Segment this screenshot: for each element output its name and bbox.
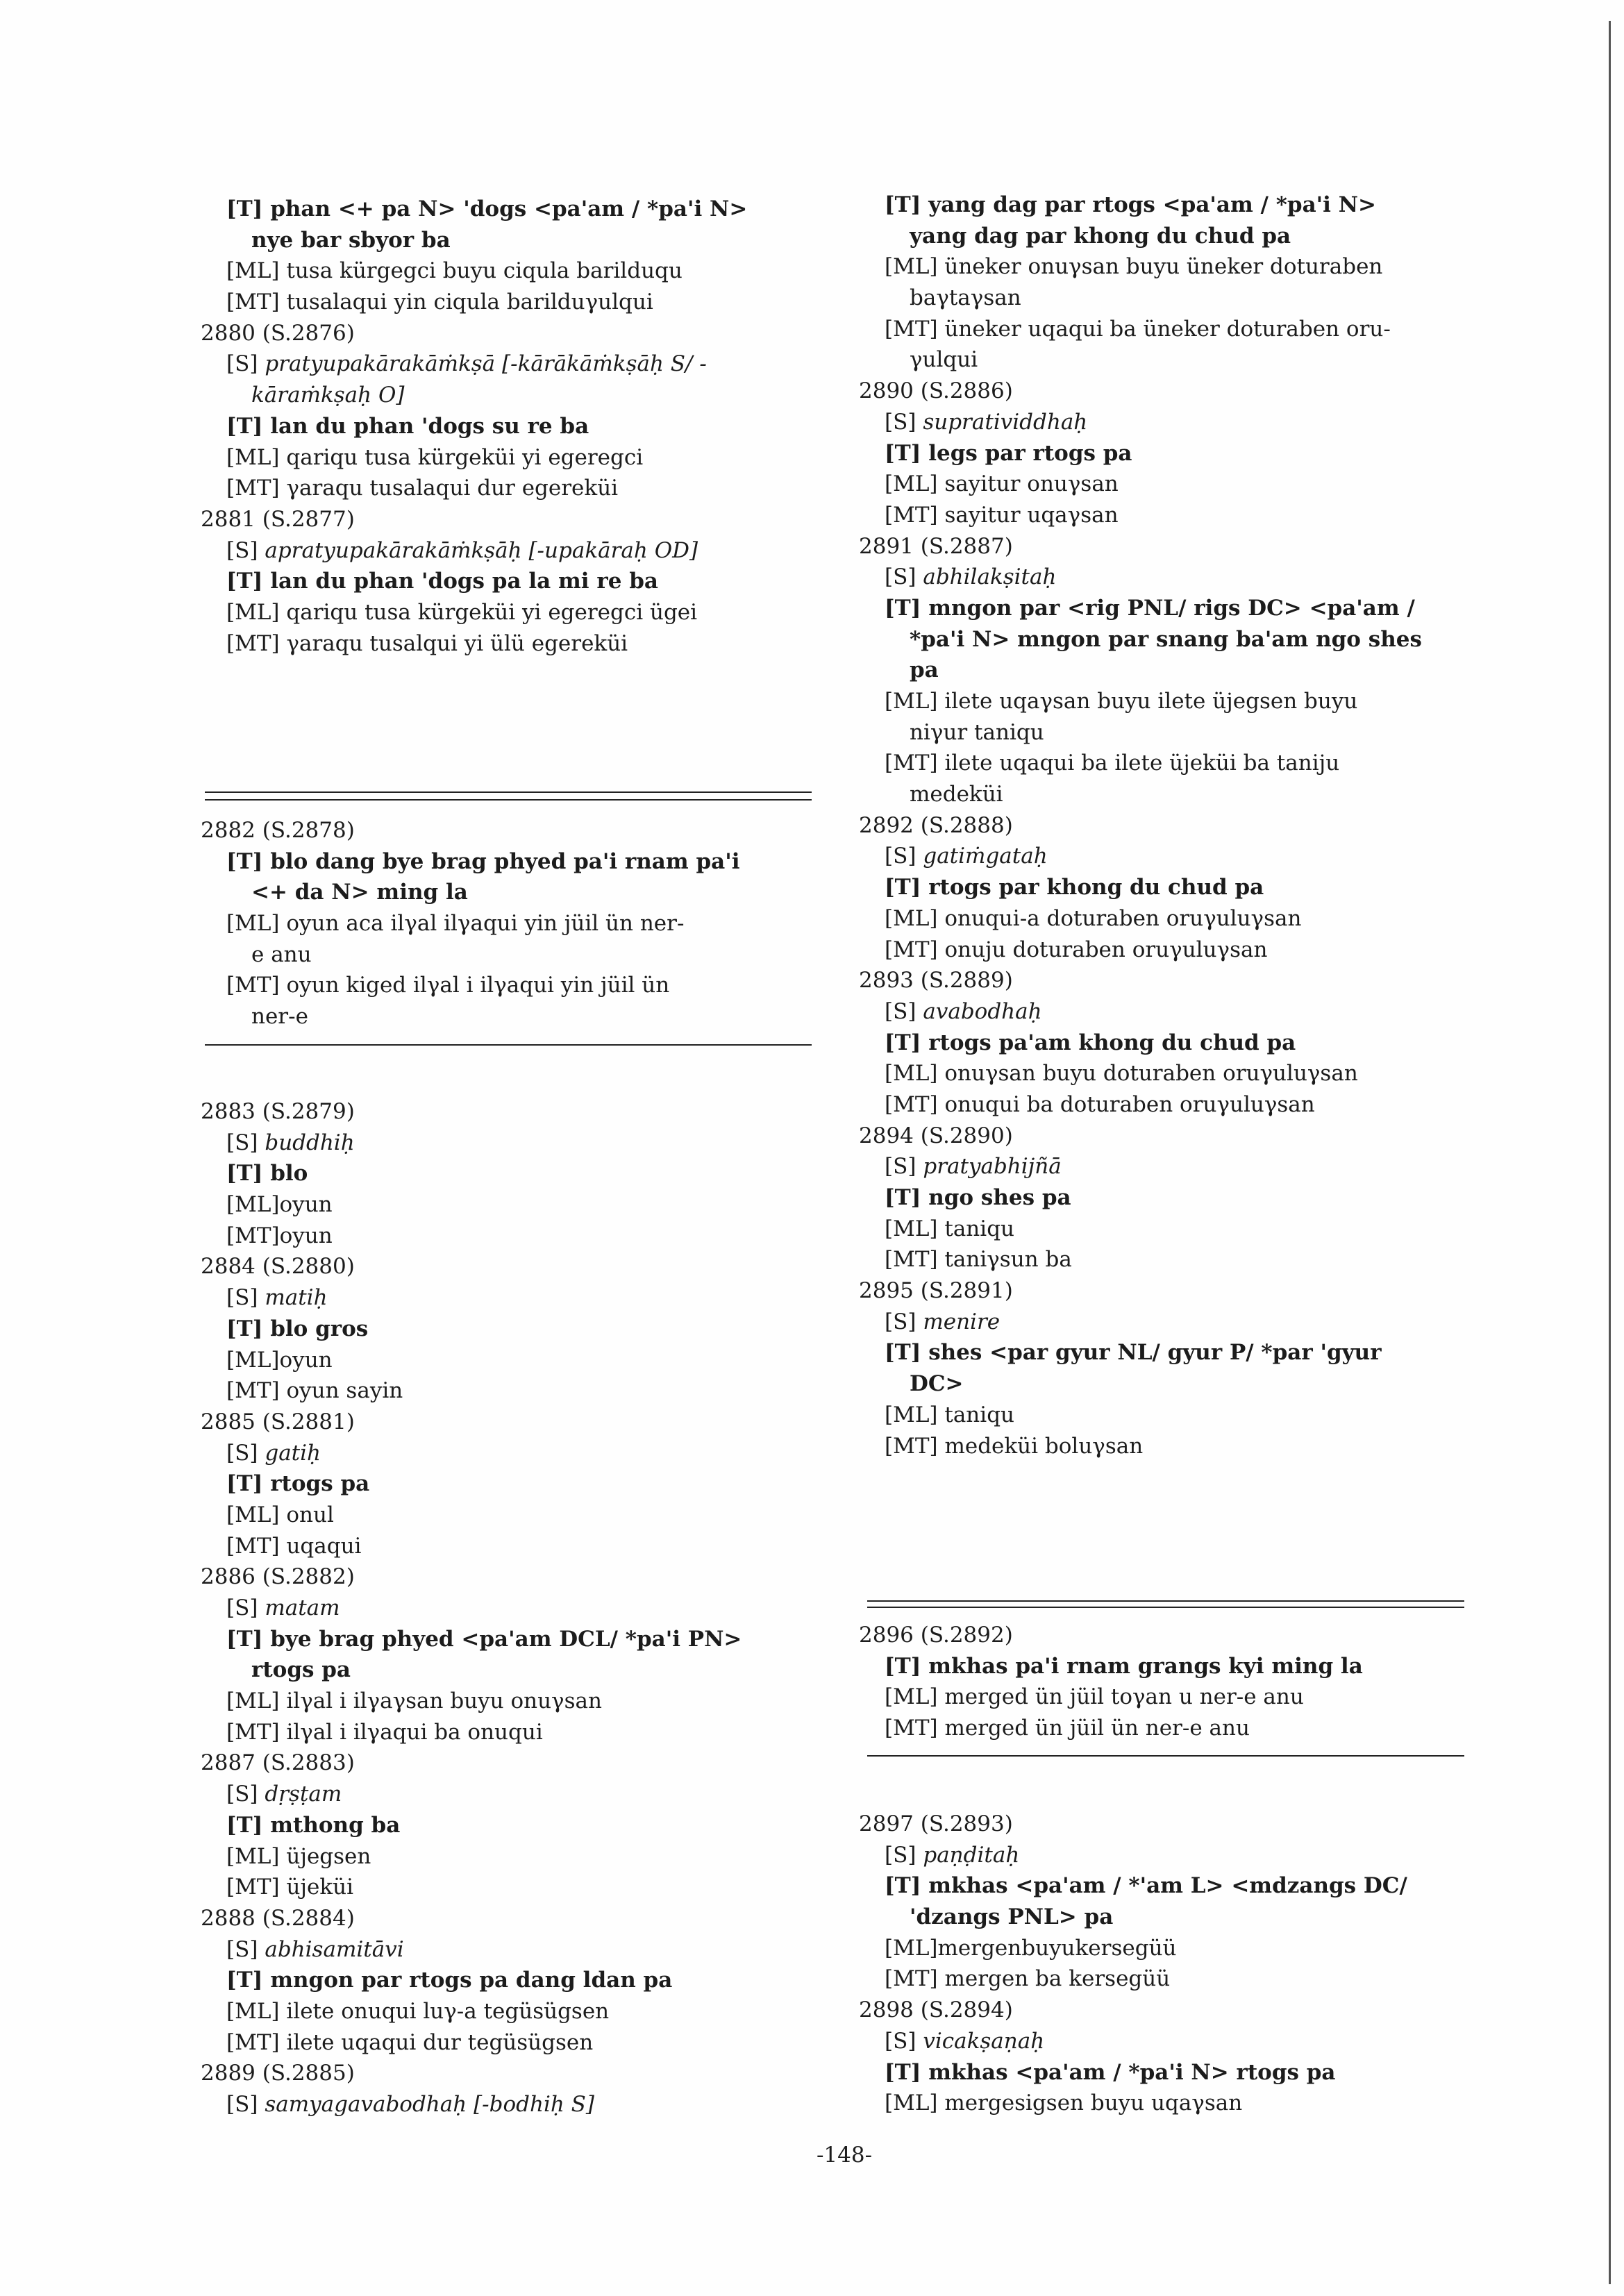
entry-number: 2883 (S.2879)	[201, 1099, 355, 1124]
tibetan-term-line: [T] mngon par rtogs pa dang ldan pa	[226, 1968, 673, 1993]
entry-number: 2889 (S.2885)	[201, 2061, 355, 2086]
entry-number: 2881 (S.2877)	[201, 506, 355, 532]
tibetan-term-line: [T] ngo shes pa	[885, 1185, 1071, 1210]
entry-number: 2882 (S.2878)	[201, 818, 355, 843]
entry-number: 2897 (S.2893)	[859, 1811, 1013, 1836]
section-divider-double-bottom	[205, 799, 812, 801]
tibetan-term-line: [T] bye brag phyed <pa'am DCL/ *pa'i PN>	[226, 1626, 742, 1652]
section-divider-double-bottom	[867, 1607, 1464, 1608]
entry-number: 2888 (S.2884)	[201, 1905, 355, 1931]
sanskrit-term: abhilakṣitaḥ	[923, 564, 1057, 590]
sanskrit-term-line	[201, 535, 812, 567]
entry-number: 2896 (S.2892)	[859, 1623, 1013, 1648]
sanskrit-term-line	[859, 996, 1470, 1028]
sanskrit-term-line	[201, 2089, 812, 2120]
section-divider-double-top	[867, 1600, 1464, 1602]
mongolian-ml-line: [ML] sayitur onuγsan	[885, 471, 1119, 497]
continuation-line: yang dag par khong du chud pa	[910, 223, 1291, 249]
entry-number: 2886 (S.2882)	[201, 1564, 355, 1590]
field-tag: [S]	[226, 1782, 258, 1807]
continuation-line: 'dzangs PNL> pa	[910, 1904, 1114, 1930]
mongolian-ml-line: [ML] qariqu tusa kürgeküi yi egeregci ügei	[226, 599, 698, 625]
tibetan-term-line: [T] rtogs pa'am khong du chud pa	[885, 1030, 1296, 1055]
tibetan-term-line: [T] legs par rtogs pa	[885, 440, 1132, 466]
mongolian-ml-line: [ML] mergesigsen buyu uqaγsan	[885, 2090, 1243, 2116]
sanskrit-term-line	[201, 1128, 812, 1159]
mongolian-ml-line: [ML] onuγsan buyu doturaben oruγuluγsan	[885, 1061, 1358, 1087]
mongolian-mt-line: [MT] oyun kiged ilγal i ilγaqui yin jüil ün	[226, 973, 670, 998]
mongolian-mt-line: [MT] medeküi boluγsan	[885, 1433, 1144, 1459]
left-entries-block	[201, 194, 812, 659]
mongolian-mt-line: [MT] γaraqu tusalaqui dur egereküi	[226, 476, 619, 501]
right-entries-block	[859, 1809, 1470, 2119]
mongolian-ml-line: [ML] ilete onuqui luγ-a tegüsügsen	[226, 1998, 610, 2024]
sanskrit-term-line	[859, 407, 1470, 438]
sanskrit-term: supratividdhaḥ	[923, 409, 1088, 435]
sanskrit-term-line	[859, 2026, 1470, 2057]
mongolian-mt-line: [MT]oyun	[226, 1223, 333, 1248]
sanskrit-term-line	[201, 1934, 812, 1966]
mongolian-mt-line: [MT] ilete uqaqui ba ilete üjeküi ba taniju	[885, 751, 1340, 776]
entry-number: 2898 (S.2894)	[859, 1997, 1013, 2023]
mongolian-ml-line: [ML] taniqu	[885, 1402, 1014, 1427]
sanskrit-term: samyagavabodhaḥ [-bodhiḥ S]	[265, 2092, 595, 2117]
field-tag: [S]	[226, 1130, 258, 1155]
mongolian-mt-line: [MT] ilete uqaqui dur tegüsügsen	[226, 2029, 594, 2055]
tibetan-term-line: [T] mngon par <rig PNL/ rigs DC> <pa'am /	[885, 595, 1415, 621]
tibetan-term-line: [T] mkhas pa'i rnam grangs kyi ming la	[885, 1653, 1363, 1679]
continuation-line: *pa'i N> mngon par snang ba'am ngo shes	[910, 626, 1422, 652]
mongolian-ml-line: [ML] taniqu	[885, 1216, 1014, 1241]
tibetan-term-line: [T] lan du phan 'dogs pa la mi re ba	[226, 569, 658, 594]
sanskrit-term: pratyupakārakāṁkṣā [-kārākāṁkṣāḥ S/ -	[265, 351, 707, 377]
sanskrit-term-line	[201, 1593, 812, 1624]
section-divider	[867, 1755, 1464, 1757]
field-tag: [S]	[885, 1154, 916, 1180]
tibetan-term-line: [T] yang dag par rtogs <pa'am / *pa'i N>	[885, 192, 1377, 217]
mongolian-mt-line: [MT] onuju doturaben oruγuluγsan	[885, 937, 1268, 962]
entry-number: 2887 (S.2883)	[201, 1750, 355, 1776]
tibetan-term-line: [T] rtogs pa	[226, 1471, 370, 1497]
mongolian-ml-line: [ML]oyun	[226, 1192, 333, 1218]
mongolian-mt-line: [MT] ilγal i ilγaqui ba onuqui	[226, 1719, 543, 1745]
right-entries-block	[859, 190, 1470, 1461]
page-number: -148-	[816, 2143, 873, 2168]
mongolian-ml-line: [ML]mergenbuyukersegüü	[885, 1935, 1177, 1961]
tibetan-term-line: [T] blo dang bye brag phyed pa'i rnam pa'i	[226, 848, 740, 874]
tibetan-term-line: [T] shes <par gyur NL/ gyur P/ *par 'gyur	[885, 1340, 1382, 1366]
sanskrit-term: apratyupakārakāṁkṣāḥ [-upakāraḥ OD]	[265, 537, 698, 563]
mongolian-ml-line: [ML] üneker onuγsan buyu üneker doturaben	[885, 254, 1383, 280]
right-section-block	[859, 1620, 1470, 1744]
field-tag: [S]	[885, 2028, 916, 2054]
scan-edge-line	[1609, 21, 1611, 2284]
mongolian-ml-line: [ML] ilγal i ilγaγsan buyu onuγsan	[226, 1689, 602, 1714]
mongolian-mt-line: [MT] onuqui ba doturaben oruγuluγsan	[885, 1091, 1315, 1117]
field-tag: [S]	[226, 1440, 258, 1466]
mongolian-ml-line: [ML] qariqu tusa kürgeküi yi egeregci	[226, 444, 644, 470]
sanskrit-term-line	[859, 1840, 1470, 1871]
entry-number: 2884 (S.2880)	[201, 1254, 355, 1280]
continuation-line: baγtaγsan	[910, 285, 1021, 311]
entry-number: 2894 (S.2890)	[859, 1123, 1013, 1148]
entry-number: 2891 (S.2887)	[859, 533, 1013, 559]
field-tag: [S]	[885, 1309, 916, 1334]
sanskrit-term: pratyabhijñā	[923, 1154, 1062, 1180]
field-tag: [S]	[885, 998, 916, 1024]
sanskrit-term: matam	[265, 1595, 340, 1620]
continuation-line: niγur taniqu	[910, 719, 1044, 745]
mongolian-mt-line: [MT] mergen ba kersegüü	[885, 1966, 1171, 1992]
continuation-line: nye bar sbyor ba	[251, 227, 451, 253]
continuation-line: rtogs pa	[251, 1657, 351, 1683]
entry-number: 2893 (S.2889)	[859, 968, 1013, 994]
section-divider	[205, 1044, 812, 1046]
continuation-line: γulqui	[910, 347, 978, 373]
field-tag: [S]	[885, 564, 916, 590]
field-tag: [S]	[885, 409, 916, 435]
mongolian-mt-line: [MT] üneker uqaqui ba üneker doturaben oru-	[885, 316, 1391, 342]
continuation-line: DC>	[910, 1371, 964, 1397]
field-tag: [S]	[226, 2092, 258, 2117]
mongolian-ml-line: [ML] onul	[226, 1502, 334, 1527]
mongolian-mt-line: [MT] uqaqui	[226, 1533, 362, 1559]
mongolian-mt-line: [MT] merged ün jüil ün ner-e anu	[885, 1716, 1250, 1741]
sanskrit-term: gatiḥ	[265, 1440, 321, 1466]
sanskrit-term-line	[201, 1779, 812, 1810]
entry-number: 2880 (S.2876)	[201, 320, 355, 346]
tibetan-term-line: [T] phan <+ pa N> 'dogs <pa'am / *pa'i N>	[226, 196, 748, 221]
sanskrit-term: paṇḍitaḥ	[923, 1842, 1020, 1868]
sanskrit-term-line	[201, 349, 812, 380]
mongolian-mt-line: [MT] tusalaqui yin ciqula barilduγulqui	[226, 290, 653, 315]
continuation-line: pa	[910, 657, 939, 683]
mongolian-ml-line: [ML] oyun aca ilγal ilγaqui yin jüil ün ner-	[226, 911, 685, 937]
mongolian-mt-line: [MT] γaraqu tusalqui yi ülü egereküi	[226, 630, 628, 656]
sanskrit-term-line	[201, 1438, 812, 1469]
tibetan-term-line: [T] mkhas <pa'am / *'am L> <mdzangs DC/	[885, 1873, 1407, 1899]
left-section-block	[201, 815, 812, 1032]
mongolian-ml-line: [ML] ilete uqaγsan buyu ilete üjegsen buyu	[885, 689, 1358, 714]
mongolian-mt-line: [MT] taniγsun ba	[885, 1247, 1072, 1273]
field-tag: [S]	[226, 537, 258, 563]
left-entries-block	[201, 1096, 812, 2120]
sanskrit-term: vicakṣaṇaḥ	[923, 2028, 1045, 2054]
tibetan-term-line: [T] rtogs par khong du chud pa	[885, 875, 1264, 900]
continuation-line: e anu	[251, 941, 312, 967]
field-tag: [S]	[226, 1595, 258, 1620]
tibetan-term-line: [T] blo	[226, 1161, 308, 1187]
mongolian-ml-line: [ML] onuqui-a doturaben oruγuluγsan	[885, 905, 1302, 931]
continuation-line: <+ da N> ming la	[251, 880, 468, 905]
continuation-line: medeküi	[910, 782, 1003, 807]
sanskrit-term-line	[859, 841, 1470, 872]
sanskrit-term-line	[201, 1282, 812, 1314]
entry-number: 2895 (S.2891)	[859, 1278, 1013, 1304]
mongolian-mt-line: [MT] üjeküi	[226, 1875, 354, 1900]
entry-number: 2890 (S.2886)	[859, 378, 1013, 404]
sanskrit-term: dṛṣṭam	[265, 1782, 342, 1807]
sanskrit-term: menire	[923, 1309, 1001, 1334]
field-tag: [S]	[885, 1842, 916, 1868]
entry-number: 2885 (S.2881)	[201, 1409, 355, 1434]
sanskrit-term: gatiṁgataḥ	[923, 844, 1048, 869]
sanskrit-term: buddhiḥ	[265, 1130, 355, 1155]
mongolian-mt-line: [MT] sayitur uqaγsan	[885, 502, 1119, 528]
tibetan-term-line: [T] mkhas <pa'am / *pa'i N> rtogs pa	[885, 2059, 1336, 2085]
mongolian-ml-line: [ML] merged ün jüil toγan u ner-e anu	[885, 1684, 1304, 1710]
sanskrit-term-line	[859, 562, 1470, 593]
continuation-line: kāraṁkṣaḥ O]	[251, 383, 405, 408]
mongolian-ml-line: [ML]oyun	[226, 1347, 333, 1373]
tibetan-term-line: [T] mthong ba	[226, 1812, 401, 1838]
field-tag: [S]	[226, 351, 258, 377]
sanskrit-term: matiḥ	[265, 1285, 328, 1311]
mongolian-ml-line: [ML] tusa kürgegci buyu ciqula barilduqu	[226, 258, 683, 284]
field-tag: [S]	[226, 1285, 258, 1311]
sanskrit-term: abhisamitāvi	[265, 1936, 404, 1962]
field-tag: [S]	[226, 1936, 258, 1962]
tibetan-term-line: [T] blo gros	[226, 1316, 369, 1341]
mongolian-ml-line: [ML] üjegsen	[226, 1843, 371, 1869]
entry-number: 2892 (S.2888)	[859, 812, 1013, 838]
section-divider-double-top	[205, 791, 812, 793]
mongolian-mt-line: [MT] oyun sayin	[226, 1378, 403, 1404]
field-tag: [S]	[885, 844, 916, 869]
tibetan-term-line: [T] lan du phan 'dogs su re ba	[226, 413, 589, 439]
sanskrit-term-line	[859, 1307, 1470, 1338]
sanskrit-term-line	[859, 1151, 1470, 1182]
continuation-line: ner-e	[251, 1004, 308, 1030]
sanskrit-term: avabodhaḥ	[923, 998, 1042, 1024]
